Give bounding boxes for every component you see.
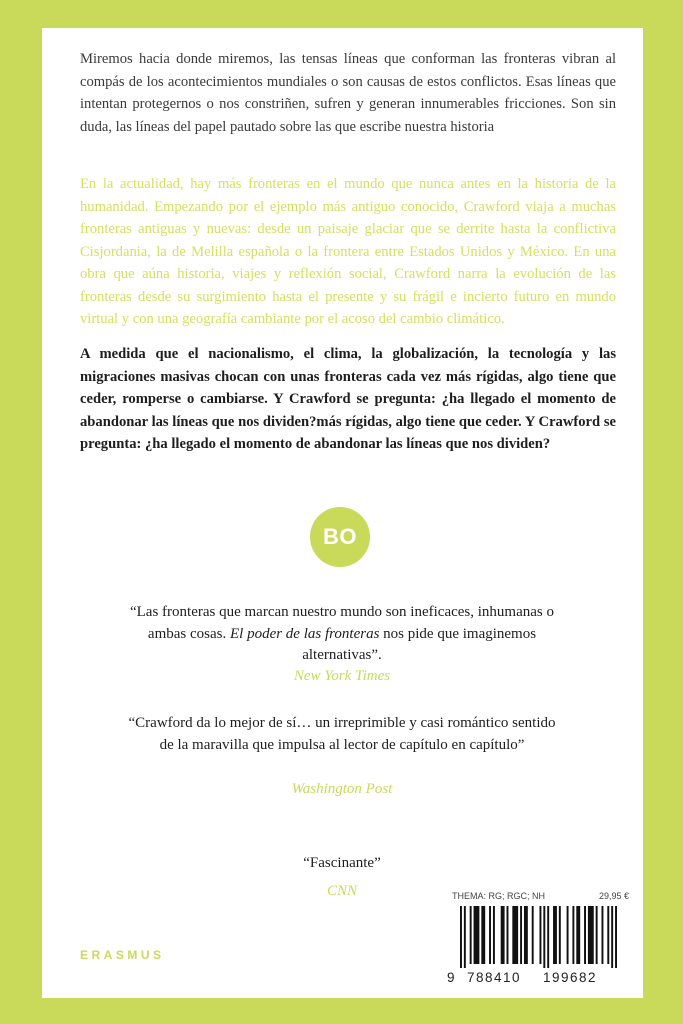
quote-1-book-title: El poder de las fronteras bbox=[229, 625, 380, 642]
barcode-bar bbox=[460, 906, 462, 968]
barcode-group-2: 199682 bbox=[543, 970, 598, 985]
barcode-bar bbox=[596, 906, 598, 964]
highlight-paragraph: En la actualidad, hay más fronteras en el mundo que nunca antes en la historia de la humanidad. Empezando por el ejemplo más antiguo conocido, Crawford viaja a muchas fronteras antiguas y nuevas: desde un paisaje glaciar que se derrite hasta la conflictiva Cisjordania, la de Melilla española o la frontera entre Estados Unidos y México. En una obra que aúna historia, viajes y reflexión social, Crawford narra la evolución de las fronteras desde su surgimiento hasta el presente y su frágil e incierto futuro en mundo virtual y con una geografía cambiante por el acoso del cambio climático. bbox=[80, 176, 616, 327]
publisher-logo bbox=[310, 507, 370, 567]
quote-2-source: Washington Post bbox=[291, 781, 393, 797]
barcode-bar bbox=[520, 906, 522, 964]
quote-1-source: New York Times bbox=[293, 668, 391, 684]
thema-code: THEMA: RG; RGC; NH bbox=[452, 891, 546, 901]
barcode-bar bbox=[539, 906, 541, 964]
barcode-bar bbox=[470, 906, 472, 964]
barcode-bar bbox=[588, 906, 594, 964]
barcode-bar bbox=[524, 906, 528, 964]
barcode-bar bbox=[572, 906, 574, 964]
barcode-bar bbox=[512, 906, 518, 964]
barcode-bar bbox=[615, 906, 617, 968]
barcode-bar bbox=[507, 906, 509, 964]
barcode bbox=[447, 906, 622, 990]
barcode-bar bbox=[607, 906, 609, 964]
barcode-first-digit: 9 bbox=[447, 970, 457, 985]
logo-text: BO bbox=[323, 524, 357, 549]
barcode-bar bbox=[543, 906, 545, 968]
barcode-bar bbox=[547, 906, 549, 968]
barcode-bar bbox=[553, 906, 557, 964]
quote-3: “Fascinante” bbox=[303, 855, 381, 871]
quote-1-text-after: nos pide que imaginemos alternativas”. bbox=[302, 625, 537, 663]
barcode-bar bbox=[567, 906, 569, 964]
barcode-bar bbox=[493, 906, 495, 964]
barcode-bar bbox=[489, 906, 491, 964]
barcode-bar bbox=[532, 906, 534, 964]
intro-paragraph: Miremos hacia donde miremos, las tensas líneas que conforman las fronteras vibran al compás de los acontecimientos mundiales o son causas de estos conflictos. Esas líneas que intentan protegernos o nos constriñen, sufren y generan innumerables fricciones. Son sin duda, las líneas del papel pautado sobre las que escribe nuestra historia bbox=[80, 51, 616, 135]
price: 29,95 € bbox=[599, 891, 630, 901]
quote-1-text-before: “Las fronteras que marcan nuestro mundo son ineficaces, inhumanas o ambas cosas. bbox=[129, 604, 555, 642]
quote-1 bbox=[122, 602, 562, 667]
barcode-bar bbox=[474, 906, 480, 964]
barcode-bar bbox=[464, 906, 466, 968]
barcode-bar bbox=[611, 906, 613, 968]
barcode-bar bbox=[601, 906, 603, 964]
barcode-bar bbox=[584, 906, 586, 964]
barcode-bar bbox=[576, 906, 580, 964]
quote-3-source: CNN bbox=[326, 883, 357, 899]
barcode-bar bbox=[501, 906, 505, 964]
barcode-bar bbox=[559, 906, 561, 964]
barcode-group-1: 788410 bbox=[467, 970, 522, 985]
barcode-bars bbox=[460, 906, 617, 968]
back-cover-panel bbox=[42, 28, 643, 998]
bold-paragraph: A medida que el nacionalismo, el clima, la globalización, la tecnología y las migraciones masivas chocan con unas fronteras cada vez más rígidas, algo tiene que ceder, romperse o cambiarse. Y Crawford se pregunta: ¿ha llegado el momento de abandonar las líneas que nos dividen?más rígidas, algo tiene que ceder. Y Crawford se pregunta: ¿ha llegado el momento de abandonar las líneas que nos dividen? bbox=[80, 346, 616, 452]
quote-2: “Crawford da lo mejor de sí… un irreprimible y casi romántico sentido de la maravilla que impulsa al lector de capítulo en capítulo” bbox=[128, 715, 556, 753]
publisher-name: ERASMUS bbox=[80, 948, 165, 962]
barcode-bar bbox=[481, 906, 485, 964]
